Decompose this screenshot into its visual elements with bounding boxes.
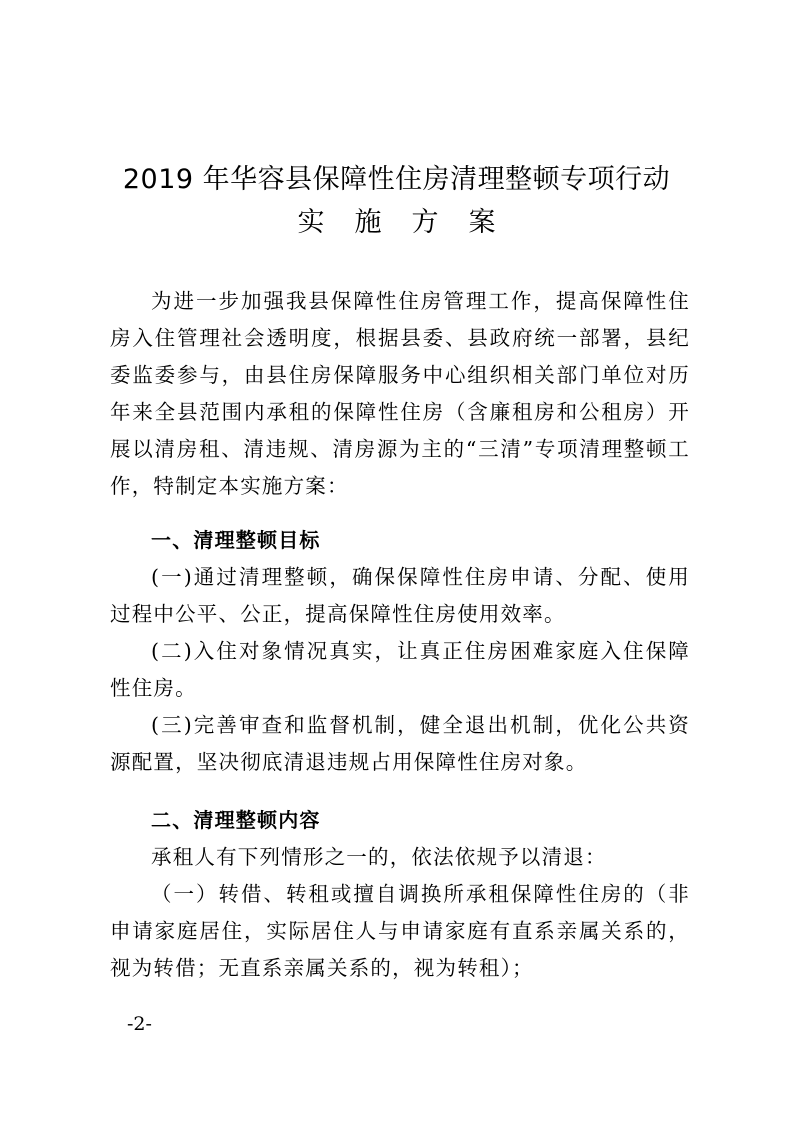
page-number: -2- <box>127 1013 152 1035</box>
section1-heading: 一、清理整顿目标 <box>151 528 321 552</box>
section1-item: (三)完善审查和监督机制，健全退出机制，优化公共资源配置，坚决彻底清退违规占用保障性住房对象。 <box>110 713 690 774</box>
section1-item: (二)入住对象情况真实，让真正住房困难家庭入住保障性住房。 <box>110 639 690 700</box>
section1-block <box>110 521 690 781</box>
intro-block <box>110 283 690 505</box>
section2-lead: 承租人有下列情形之一的，依法依规予以清退： <box>151 845 607 869</box>
document-title-line1: 2019 年华容县保障性住房清理整顿专项行动 <box>122 164 671 195</box>
intro-paragraph: 为进一步加强我县保障性住房管理工作，提高保障性住房入住管理社会透明度，根据县委、县政府统一部署，县纪委监委参与，由县住房保障服务中心组织相关部门单位对历年来全县范围内承租的保障性住房（含廉租房和公租房）开展以清房租、清违规、清房源为主的“三清”专项清理整顿工作，特制定本实施方案： <box>110 289 690 498</box>
section2-heading: 二、清理整顿内容 <box>151 808 321 832</box>
section1-item: (一)通过清理整顿，确保保障性住房申请、分配、使用过程中公平、公正，提高保障性住房使用效率。 <box>110 565 690 626</box>
section2-item: （一）转借、转租或擅自调换所承租保障性住房的（非申请家庭居住，实际居住人与申请家庭有直系亲属关系的，视为转借；无直系亲属关系的，视为转租）； <box>110 882 690 980</box>
document-title-line2: 实施方案 <box>297 207 526 238</box>
section2-block <box>110 801 690 987</box>
